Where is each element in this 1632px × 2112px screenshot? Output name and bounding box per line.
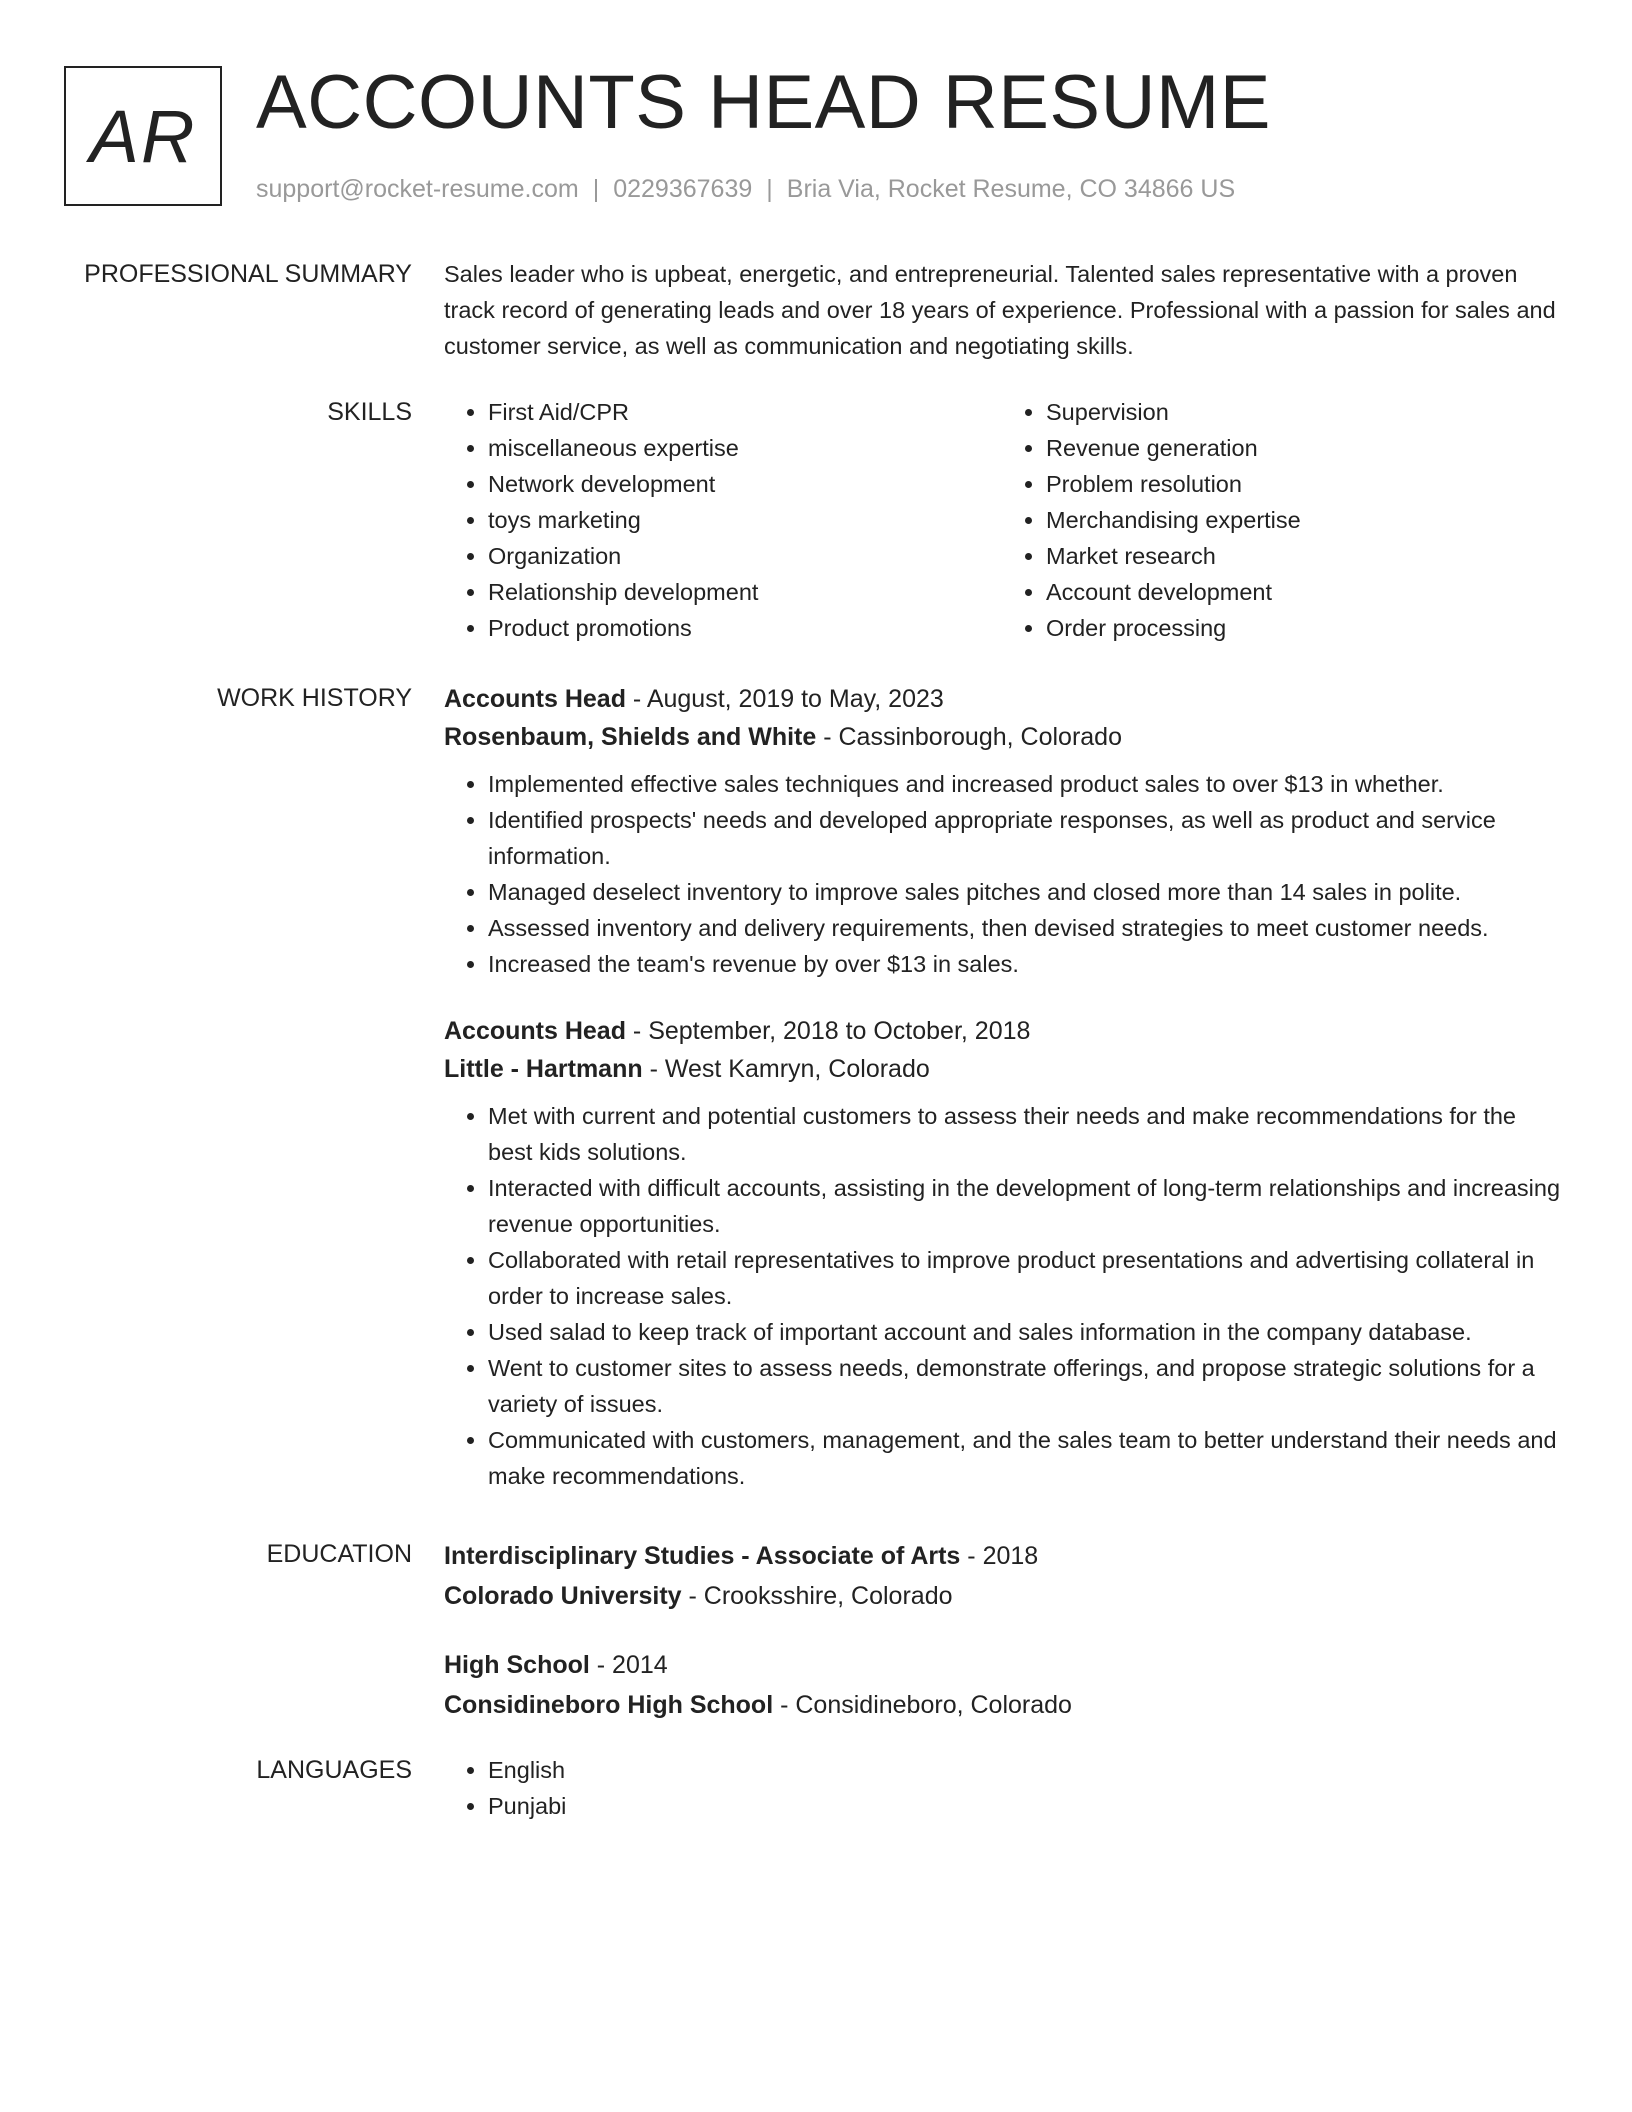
section-label-education: EDUCATION bbox=[266, 1540, 412, 1568]
job-bullet: • Interacted with difficult accounts, assisting in the development of long-term relationships and increasing revenue opportunities. bbox=[488, 1170, 1560, 1242]
contact-address: Bria Via, Rocket Resume, CO 34866 US bbox=[786, 175, 1236, 203]
skill-item: • miscellaneous expertise bbox=[488, 430, 1002, 466]
job-company: Little - Hartmann bbox=[444, 1055, 643, 1083]
job-title-line: Accounts Head - August, 2019 to May, 2023 bbox=[444, 685, 944, 713]
job-dates: September, 2018 to October, 2018 bbox=[648, 1017, 1031, 1045]
job-dates: August, 2019 to May, 2023 bbox=[646, 685, 944, 713]
section-label-skills: SKILLS bbox=[327, 398, 412, 426]
skill-item: • Product promotions bbox=[488, 610, 1002, 646]
education-degree: Interdisciplinary Studies - Associate of Arts bbox=[444, 1542, 961, 1570]
skill-item: • Organization bbox=[488, 538, 1002, 574]
education-entry bbox=[444, 1645, 1560, 1725]
monogram-badge: AR bbox=[64, 66, 222, 206]
summary-body bbox=[444, 256, 1560, 364]
job-bullet: • Assessed inventory and delivery requirements, then devised strategies to meet customer needs. bbox=[488, 910, 1560, 946]
skill-item: • Merchandising expertise bbox=[1046, 502, 1560, 538]
job-bullet: • Used salad to keep track of important account and sales information in the company database. bbox=[488, 1314, 1560, 1350]
job-title: Accounts Head bbox=[444, 1017, 626, 1045]
job-entry bbox=[444, 680, 1560, 982]
job-bullet: • Went to customer sites to assess needs, demonstrate offerings, and propose strategic solutions for a variety of issues. bbox=[488, 1350, 1560, 1422]
education-degree-line: Interdisciplinary Studies - Associate of Arts - 2018 bbox=[444, 1542, 1039, 1570]
contact-line bbox=[256, 172, 1235, 206]
job-bullets bbox=[444, 1098, 1560, 1494]
section-label-work: WORK HISTORY bbox=[217, 684, 412, 712]
skill-item: • Account development bbox=[1046, 574, 1560, 610]
job-location: West Kamryn, Colorado bbox=[664, 1055, 930, 1083]
skills-body bbox=[444, 394, 1560, 646]
education-entry bbox=[444, 1536, 1560, 1616]
contact-email: support@rocket-resume.com bbox=[256, 175, 579, 203]
languages-body bbox=[444, 1752, 1560, 1824]
section-label-languages: LANGUAGES bbox=[256, 1756, 412, 1784]
skill-item: • Order processing bbox=[1046, 610, 1560, 646]
job-entry bbox=[444, 1012, 1560, 1494]
education-body bbox=[444, 1536, 1560, 1725]
education-school-line: Colorado University - Crooksshire, Colorado bbox=[444, 1582, 953, 1610]
job-bullet: • Managed deselect inventory to improve sales pitches and closed more than 14 sales in polite. bbox=[488, 874, 1560, 910]
work-body bbox=[444, 680, 1560, 1494]
language-item: • English bbox=[488, 1752, 1560, 1788]
job-title: Accounts Head bbox=[444, 685, 626, 713]
education-degree: High School bbox=[444, 1651, 590, 1679]
education-location: Crooksshire, Colorado bbox=[703, 1582, 953, 1610]
skill-item: • Revenue generation bbox=[1046, 430, 1560, 466]
summary-text: Sales leader who is upbeat, energetic, and entrepreneurial. Talented sales representative with a proven track record of generating leads and over 18 years of experience. Professional with a passion for sales and customer service, as well as communication and negotiating skills. bbox=[444, 261, 1556, 359]
education-school: Colorado University bbox=[444, 1582, 682, 1610]
skills-columns bbox=[444, 394, 1560, 646]
section-label-summary: PROFESSIONAL SUMMARY bbox=[84, 260, 412, 288]
job-bullet: • Increased the team's revenue by over $13 in sales. bbox=[488, 946, 1560, 982]
skill-item: • Market research bbox=[1046, 538, 1560, 574]
contact-phone: 0229367639 bbox=[613, 175, 753, 203]
job-location: Cassinborough, Colorado bbox=[838, 723, 1122, 751]
skills-list-left bbox=[444, 394, 1002, 646]
education-school: Considineboro High School bbox=[444, 1691, 774, 1719]
job-company-line: Little - Hartmann - West Kamryn, Colorado bbox=[444, 1055, 930, 1083]
job-company-line: Rosenbaum, Shields and White - Cassinborough, Colorado bbox=[444, 723, 1122, 751]
job-bullet: • Communicated with customers, management, and the sales team to better understand their needs and make recommendations. bbox=[488, 1422, 1560, 1494]
skill-item: • First Aid/CPR bbox=[488, 394, 1002, 430]
contact-separator: | bbox=[766, 175, 773, 203]
job-title-line: Accounts Head - September, 2018 to October, 2018 bbox=[444, 1017, 1031, 1045]
skills-list-right bbox=[1002, 394, 1560, 646]
job-bullets bbox=[444, 766, 1560, 982]
skill-item: • toys marketing bbox=[488, 502, 1002, 538]
skill-item: • Network development bbox=[488, 466, 1002, 502]
skill-item: • Problem resolution bbox=[1046, 466, 1560, 502]
job-company: Rosenbaum, Shields and White bbox=[444, 723, 817, 751]
job-bullet: • Identified prospects' needs and developed appropriate responses, as well as product and service information. bbox=[488, 802, 1560, 874]
skill-item: • Relationship development bbox=[488, 574, 1002, 610]
job-bullet: • Met with current and potential customers to assess their needs and make recommendations for the best kids solutions. bbox=[488, 1098, 1560, 1170]
job-bullet: • Implemented effective sales techniques and increased product sales to over $13 in whether. bbox=[488, 766, 1560, 802]
education-year: 2018 bbox=[982, 1542, 1039, 1570]
education-school-line: Considineboro High School - Considineboro, Colorado bbox=[444, 1691, 1072, 1719]
resume-title: ACCOUNTS HEAD RESUME bbox=[256, 60, 1271, 145]
contact-separator: | bbox=[592, 175, 600, 203]
language-item: • Punjabi bbox=[488, 1788, 1560, 1824]
languages-list bbox=[444, 1752, 1560, 1824]
education-degree-line: High School - 2014 bbox=[444, 1651, 668, 1679]
education-location: Considineboro, Colorado bbox=[795, 1691, 1072, 1719]
skill-item: • Supervision bbox=[1046, 394, 1560, 430]
education-year: 2014 bbox=[612, 1651, 668, 1679]
job-bullet: • Collaborated with retail representatives to improve product presentations and advertising collateral in order to increase sales. bbox=[488, 1242, 1560, 1314]
